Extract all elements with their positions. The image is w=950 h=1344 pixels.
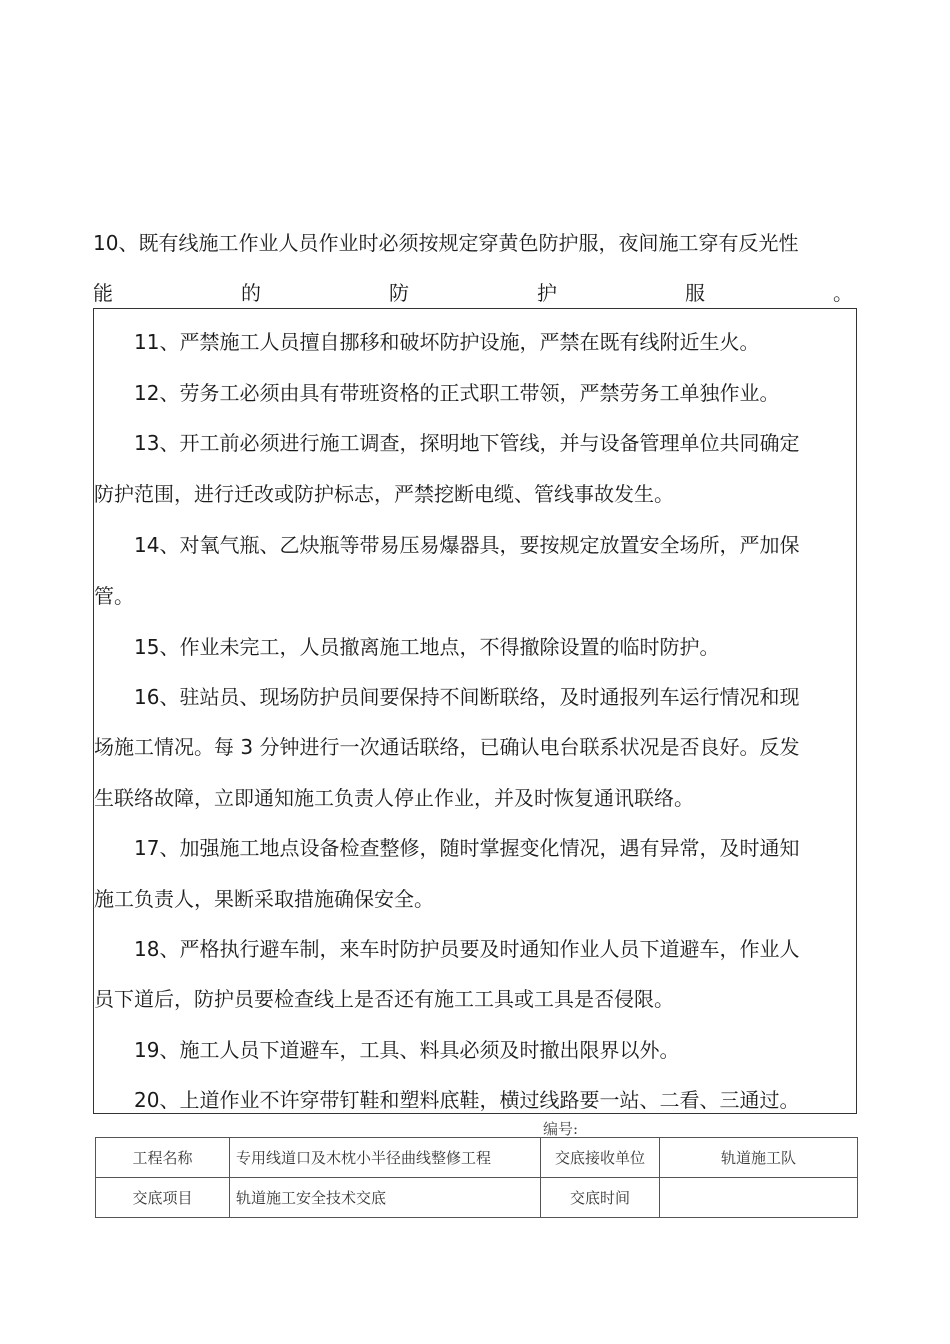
item-10-tail-char: 服 xyxy=(685,281,705,305)
disclosure-info-table xyxy=(95,1137,858,1218)
item-18-line-2: 员下道后，防护员要检查线上是否还有施工工具或工具是否侵限。 xyxy=(94,987,674,1011)
item-12-line-1: 12、劳务工必须由具有带班资格的正式职工带领，严禁劳务工单独作业。 xyxy=(134,381,780,405)
project-name-label: 工程名称 xyxy=(96,1138,230,1178)
table-row xyxy=(96,1178,858,1218)
item-10-line-2 xyxy=(93,280,853,306)
item-16-line-1: 16、驻站员、现场防护员间要保持不间断联络，及时通报列车运行情况和现 xyxy=(134,685,800,709)
item-18-line-1: 18、严格执行避车制，来车时防护员要及时通知作业人员下道避车，作业人 xyxy=(134,937,800,961)
document-number-label: 编号: xyxy=(543,1120,579,1138)
item-16-line-2: 场施工情况。每 3 分钟进行一次通话联络，已确认电台联系状况是否良好。反发 xyxy=(94,735,800,759)
time-label: 交底时间 xyxy=(541,1178,660,1218)
item-17-line-2: 施工负责人，果断采取措施确保安全。 xyxy=(94,887,434,911)
table-row xyxy=(96,1138,858,1178)
item-10-tail-char: 能 xyxy=(93,281,113,305)
item-10-tail-char: 。 xyxy=(833,281,853,305)
receiver-value: 轨道施工队 xyxy=(660,1138,858,1178)
item-10-line-1: 10、既有线施工作业人员作业时必须按规定穿黄色防护服，夜间施工穿有反光性 xyxy=(93,231,799,255)
item-10-tail-char: 防 xyxy=(389,281,409,305)
item-15-line-1: 15、作业未完工，人员撤离施工地点，不得撤除设置的临时防护。 xyxy=(134,635,720,659)
item-13-line-2: 防护范围，进行迁改或防护标志，严禁挖断电缆、管线事故发生。 xyxy=(94,482,674,506)
receiver-label: 交底接收单位 xyxy=(541,1138,660,1178)
project-name-value: 专用线道口及木枕小半径曲线整修工程 xyxy=(230,1138,541,1178)
time-value xyxy=(660,1178,858,1218)
item-label: 交底项目 xyxy=(96,1178,230,1218)
item-10-tail-char: 护 xyxy=(537,281,557,305)
item-14-line-2: 管。 xyxy=(94,584,134,608)
item-value: 轨道施工安全技术交底 xyxy=(230,1178,541,1218)
item-14-line-1: 14、对氧气瓶、乙炔瓶等带易压易爆器具，要按规定放置安全场所，严加保 xyxy=(134,533,800,557)
item-20-line-1: 20、上道作业不许穿带钉鞋和塑料底鞋，横过线路要一站、二看、三通过。 xyxy=(134,1088,800,1112)
item-10-tail-char: 的 xyxy=(241,281,261,305)
item-13-line-1: 13、开工前必须进行施工调查，探明地下管线，并与设备管理单位共同确定 xyxy=(134,431,800,455)
safety-items-box xyxy=(93,308,857,1114)
item-19-line-1: 19、施工人员下道避车，工具、料具必须及时撤出限界以外。 xyxy=(134,1038,680,1062)
item-11-line-1: 11、严禁施工人员擅自挪移和破坏防护设施，严禁在既有线附近生火。 xyxy=(134,330,760,354)
item-16-line-3: 生联络故障，立即通知施工负责人停止作业，并及时恢复通讯联络。 xyxy=(94,786,694,810)
item-17-line-1: 17、加强施工地点设备检查整修，随时掌握变化情况，遇有异常，及时通知 xyxy=(134,836,800,860)
